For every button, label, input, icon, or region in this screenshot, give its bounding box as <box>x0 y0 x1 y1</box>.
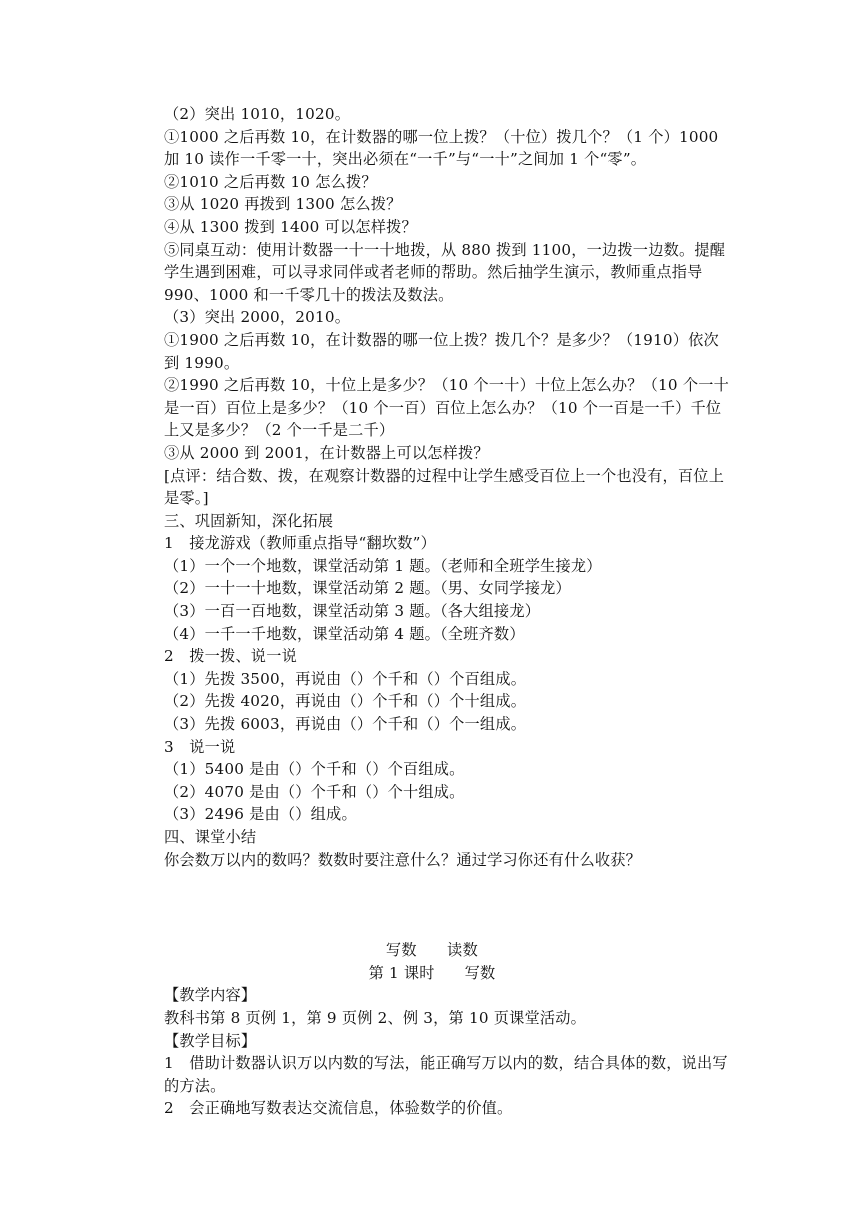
paragraph: 你会数万以内的数吗？数数时要注意什么？通过学习你还有什么收获？ <box>164 850 642 869</box>
paragraph: 1 借助计数器认识万以内数的写法，能正确写万以内的数，结合具体的数，说出写的方法。 <box>164 1054 728 1095</box>
paragraph: 教科书第 8 页例 1，第 9 页例 2、例 3，第 10 页课堂活动。 <box>164 1008 587 1027</box>
list-item: （3）先拨 6003，再说由（）个千和（）个一组成。 <box>164 715 527 734</box>
paragraph: ①1000 之后再数 10，在计数器的哪一位上拨？（十位）拨几个？（1 个）1000 加 10 读作一千零一十，突出必须在“一千”与“一十”之间加 1 个“零”。 <box>164 127 719 169</box>
paragraph: 2 会正确地写数表达交流信息，体验数学的价值。 <box>164 1099 513 1118</box>
list-item: （1）5400 是由（）个千和（）个百组成。 <box>164 760 465 779</box>
subtitle-part: 第 1 课时 <box>368 963 435 982</box>
paragraph: ⑤同桌互动：使用计数器一十一十地拨，从 880 拨到 1100，一边拨一边数。提醒学生遇到困难，可以寻求同伴或者老师的帮助。然后抽学生演示，教师重点指导 990、1000 和一千零几十的拨法及数法。 <box>164 240 726 304</box>
list-item: （1）先拨 3500，再说由（）个千和（）个百组成。 <box>164 669 527 688</box>
paragraph: ①1900 之后再数 10，在计数器的哪一位上拨？拨几个？是多少？（1910）依次到 1990。 <box>164 330 719 372</box>
lesson-subtitle <box>132 962 732 985</box>
list-item: （2）先拨 4020，再说由（）个千和（）个十组成。 <box>164 692 527 711</box>
paragraph: ③从 1020 再拨到 1300 怎么拨？ <box>164 195 402 214</box>
subtitle-part: 写数 <box>464 963 496 982</box>
paragraph: （3）突出 2000，2010。 <box>164 308 351 327</box>
list-item: （2）4070 是由（）个千和（）个十组成。 <box>164 782 465 801</box>
subheading: 2 拨一拨、说一说 <box>164 647 297 666</box>
list-item: （2）一十一十地数，课堂活动第 2 题。（男、女同学接龙） <box>164 579 571 598</box>
paragraph: （2）突出 1010，1020。 <box>164 105 351 123</box>
list-item: （3）一百一百地数，课堂活动第 3 题。（各大组接龙） <box>164 602 541 621</box>
section-heading: 【教学内容】 <box>164 986 257 1005</box>
list-item: （4）一千一千地数，课堂活动第 4 题。（全班齐数） <box>164 624 525 643</box>
paragraph: ④从 1300 拨到 1400 可以怎样拨？ <box>164 217 417 236</box>
section-heading: 三、巩固新知，深化拓展 <box>164 511 334 530</box>
title-part: 写数 <box>385 941 417 960</box>
subheading: 3 说一说 <box>164 737 236 756</box>
paragraph: ③从 2000 到 2001，在计数器上可以怎样拨？ <box>164 443 489 462</box>
subheading: 1 接龙游戏（教师重点指导“翻坎数”） <box>164 534 436 553</box>
section-heading: 【教学目标】 <box>164 1031 257 1050</box>
title-part: 读数 <box>447 941 479 960</box>
document-body <box>132 103 732 1120</box>
blank-space <box>132 871 732 939</box>
list-item: （3）2496 是由（）组成。 <box>164 805 357 824</box>
section-heading: 四、课堂小结 <box>164 828 257 846</box>
comment-paragraph: [点评：结合数、拨，在观察计数器的过程中让学生感受百位上一个也没有，百位上是零。] <box>164 466 725 508</box>
lesson-title <box>132 939 732 962</box>
paragraph: ②1990 之后再数 10，十位上是多少？（10 个一十）十位上怎么办？（10 个一十是一百）百位上是多少？（10 个一百）百位上怎么办？（10 个一百是一千）千位上又是多少？（2 个一千是二千） <box>164 376 729 440</box>
list-item: （1）一个一个地数，课堂活动第 1 题。（老师和全班学生接龙） <box>164 556 602 575</box>
paragraph: ②1010 之后再数 10 怎么拨？ <box>164 172 377 191</box>
